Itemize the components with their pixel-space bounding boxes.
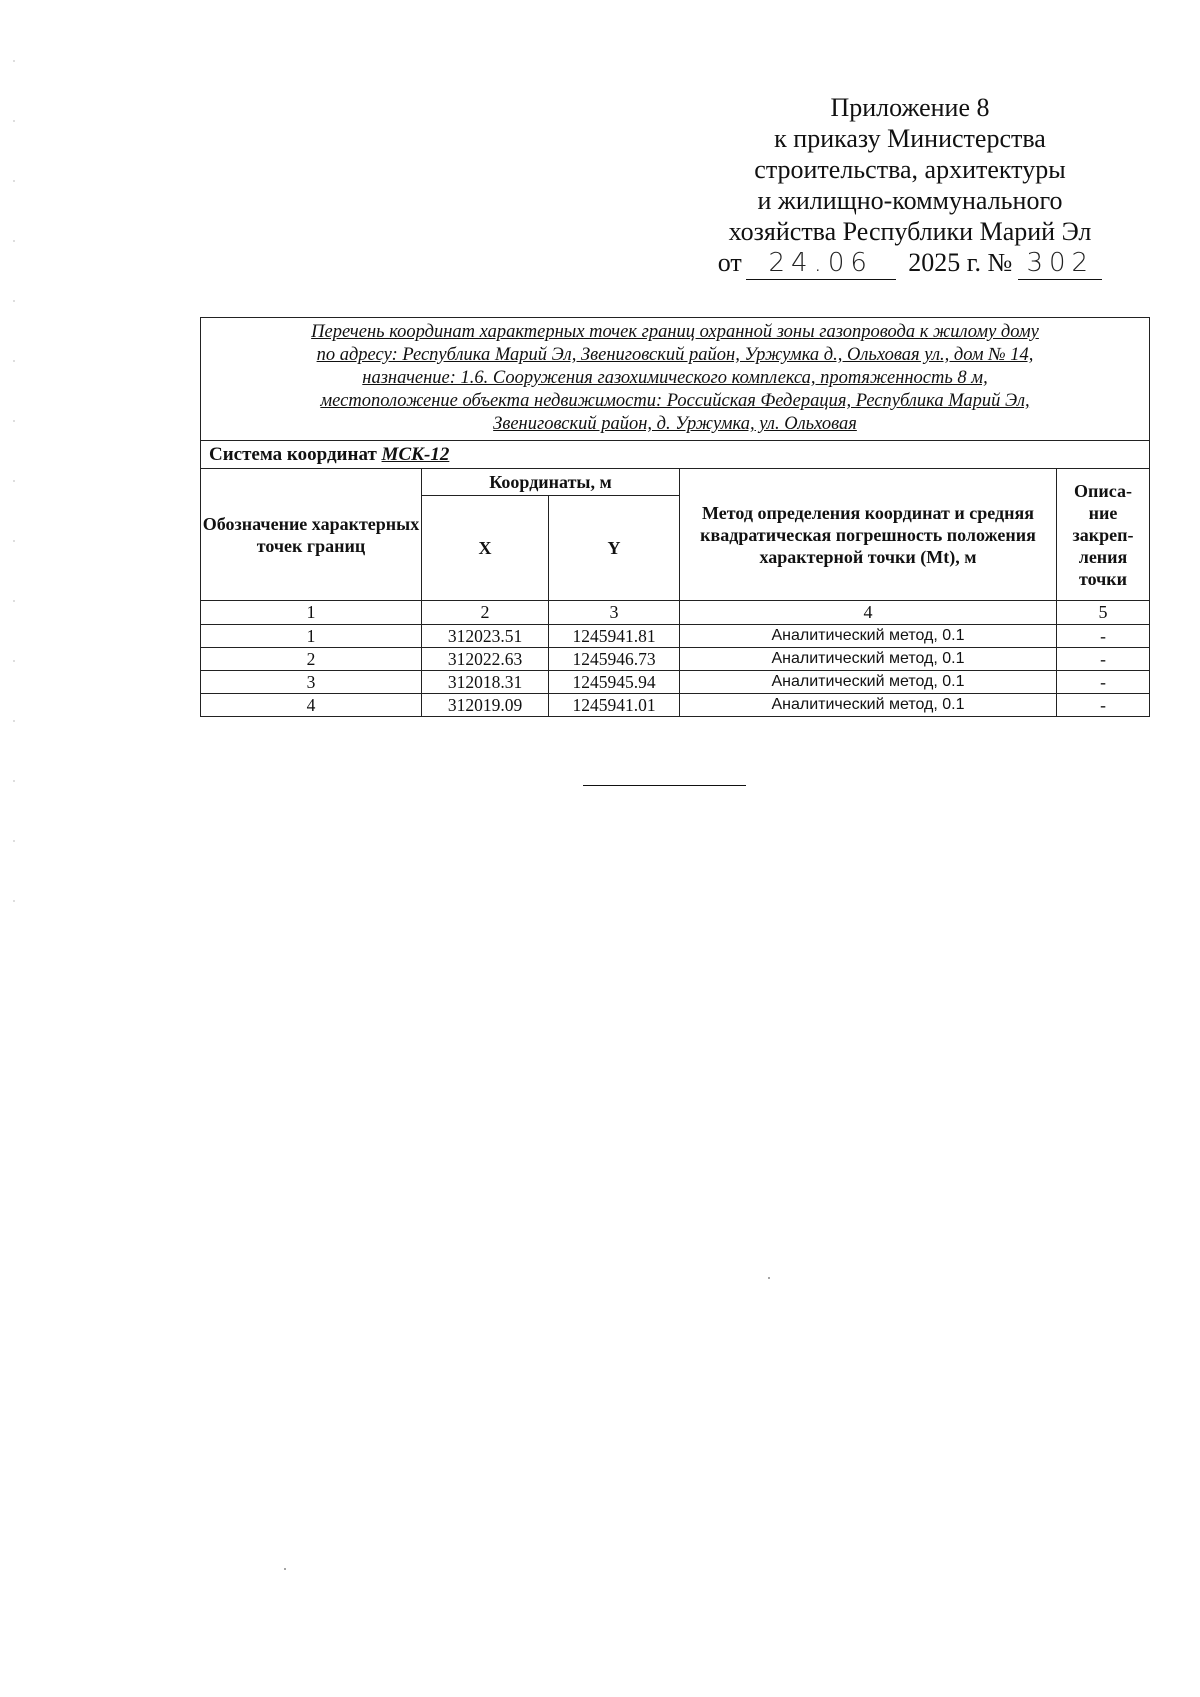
method: Аналитический метод, 0.1 <box>680 625 1057 648</box>
date-prefix: от <box>717 248 742 277</box>
point-id: 4 <box>201 694 422 717</box>
scan-speck <box>768 1277 770 1279</box>
point-id: 1 <box>201 625 422 648</box>
header-description: Описа-ние закреп-ления точки <box>1057 469 1150 601</box>
header-line: и жилищно-коммунального <box>757 186 1063 215</box>
coordinate-system-row <box>201 441 1150 469</box>
coord-x: 312022.63 <box>422 648 549 671</box>
coord-y: 1245941.81 <box>549 625 680 648</box>
title-line: местоположение объекта недвижимости: Российская Федерация, Республика Марий Эл, <box>320 391 1030 411</box>
table-row <box>201 694 1150 717</box>
point-id: 2 <box>201 648 422 671</box>
column-number: 3 <box>549 601 680 625</box>
handwritten-order-number: 302 <box>1018 248 1102 280</box>
header-y: Y <box>549 496 680 601</box>
method: Аналитический метод, 0.1 <box>680 648 1057 671</box>
order-date-line <box>690 247 1130 280</box>
table-row <box>201 625 1150 648</box>
coordinates-table <box>200 317 1150 717</box>
system-name: МСК-12 <box>381 443 450 465</box>
title-line: Звениговский район, д. Уржумка, ул. Ольховая <box>493 414 857 434</box>
table-row <box>201 671 1150 694</box>
appendix-title: Приложение 8 <box>830 93 990 122</box>
header-row-1 <box>201 469 1150 496</box>
coord-x: 312023.51 <box>422 625 549 648</box>
header-designation: Обозначение характерных точек границ <box>201 469 422 601</box>
system-label: Система координат <box>209 443 377 465</box>
header-method: Метод определения координат и средняя квадратическая погрешность положения характерной точки (Mt), м <box>680 469 1057 601</box>
coord-x: 312019.09 <box>422 694 549 717</box>
title-line: Перечень координат характерных точек границ охранной зоны газопровода к жилому дому <box>311 322 1039 342</box>
title-line: по адресу: Республика Марий Эл, Звениговский район, Уржумка д., Ольховая ул., дом № 14, <box>316 345 1034 365</box>
table-title-row <box>201 318 1150 441</box>
header-x: X <box>422 496 549 601</box>
column-number: 4 <box>680 601 1057 625</box>
table-title <box>201 318 1150 441</box>
method: Аналитический метод, 0.1 <box>680 671 1057 694</box>
column-number: 5 <box>1057 601 1150 625</box>
description: - <box>1057 625 1150 648</box>
point-id: 3 <box>201 671 422 694</box>
column-number: 2 <box>422 601 549 625</box>
coord-y: 1245941.01 <box>549 694 680 717</box>
coord-x: 312018.31 <box>422 671 549 694</box>
appendix-header <box>690 92 1130 280</box>
handwritten-date: 24.06 <box>746 248 896 280</box>
column-number: 1 <box>201 601 422 625</box>
scan-speck <box>284 1568 286 1570</box>
title-line: назначение: 1.6. Сооружения газохимического комплекса, протяженность 8 м, <box>362 368 988 388</box>
header-line: строительства, архитектуры <box>754 155 1066 184</box>
method: Аналитический метод, 0.1 <box>680 694 1057 717</box>
header-line: к приказу Министерства <box>774 124 1046 153</box>
description: - <box>1057 648 1150 671</box>
column-number-row <box>201 601 1150 625</box>
description: - <box>1057 694 1150 717</box>
header-coordinates: Координаты, м <box>422 469 680 496</box>
end-divider <box>583 785 746 786</box>
description: - <box>1057 671 1150 694</box>
coord-y: 1245945.94 <box>549 671 680 694</box>
year-text: 2025 г. № <box>908 248 1013 277</box>
scan-edge-marks <box>13 60 15 960</box>
table-row <box>201 648 1150 671</box>
coord-y: 1245946.73 <box>549 648 680 671</box>
coordinate-system <box>201 441 1150 469</box>
header-line: хозяйства Республики Марий Эл <box>728 217 1092 246</box>
